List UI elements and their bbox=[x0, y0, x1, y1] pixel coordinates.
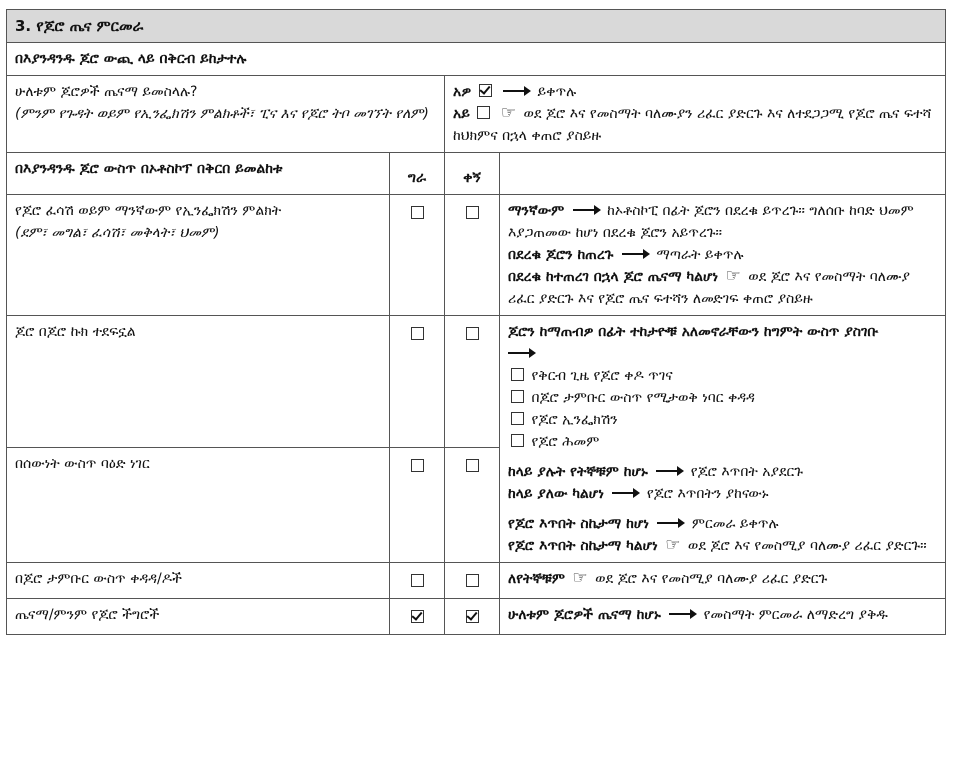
r4-left-checkbox[interactable] bbox=[411, 574, 424, 587]
yes-action: ይቀጥሉ bbox=[537, 84, 577, 100]
r5-action-cell bbox=[500, 599, 946, 635]
p4-bold: የጆሮ እጥበት ስኬታማ ካልሆነ bbox=[508, 538, 658, 554]
q1-note: (ምንም የጉዳት ወይም የኢንፌክሽን ምልክቶች፣ ፒና እና የጆሮ ትቦ መገኘት የለም) bbox=[15, 106, 429, 122]
r4-label: በጆሮ ታምቡር ውስጥ ቀዳዳ/ዶች bbox=[7, 563, 390, 599]
arrow-icon bbox=[669, 613, 695, 615]
r2-left-checkbox[interactable] bbox=[411, 327, 424, 340]
pointing-hand-icon: ☞ bbox=[725, 266, 741, 286]
pointing-hand-icon: ☞ bbox=[572, 568, 588, 588]
r1-b-text: ማጣራት ይቀጥሉ bbox=[656, 247, 744, 263]
r1-a-bold: ማንኛውም bbox=[508, 203, 565, 219]
subtitle-inside: በእያንዳንዱ ጆሮ ውስጥ በኦቶስኮፕ በቅርበ ይመልከቱ bbox=[7, 153, 390, 195]
p2-bold: ከላይ ያለው ካልሆነ bbox=[508, 486, 604, 502]
merged-item-3: የጆሮ ኢንፌክሽን bbox=[531, 412, 618, 428]
r1-c-bold: በደረቁ ከተጠረገ በኋላ ጆሮ ጤናማ ካልሆነ bbox=[508, 269, 719, 285]
r3-right-checkbox[interactable] bbox=[466, 459, 479, 472]
pointing-hand-icon: ☞ bbox=[500, 103, 516, 123]
arrow-icon bbox=[503, 90, 529, 92]
p4-text: ወደ ጆሮ እና የመስሚያ ባለሙያ ሪፈር ያድርጉ። bbox=[687, 538, 927, 554]
arrow-icon bbox=[573, 209, 599, 211]
arrow-icon bbox=[656, 470, 682, 472]
merged-item-4: የጆሮ ሕመም bbox=[531, 434, 600, 450]
item-checkbox[interactable] bbox=[511, 412, 524, 425]
merged-title: ጆሮን ከማጠብዎ በፊት ተከታዮቹ አለመኖራቸውን ከግምት ውስጥ ያስገቡ bbox=[508, 324, 879, 340]
r1-label: የጆሮ ፈሳሽ ወይም ማንኛውም የኢንፌክሽን ምልክት bbox=[15, 203, 282, 219]
r1-right-checkbox[interactable] bbox=[466, 206, 479, 219]
r2-right-checkbox[interactable] bbox=[466, 327, 479, 340]
r5-a-text: የመስማት ምርመራ ለማድረግ ያቅዱ bbox=[703, 607, 888, 623]
r1-action-cell bbox=[500, 195, 946, 316]
arrow-icon bbox=[657, 522, 683, 524]
merged-item-1: የቅርብ ጊዜ የጆሮ ቀዶ ጥገና bbox=[531, 368, 673, 384]
arrow-icon bbox=[622, 253, 648, 255]
r4-a-text: ወደ ጆሮ እና የመስሚያ ባለሙያ ሪፈር ያድርጉ bbox=[595, 571, 828, 587]
ear-health-table bbox=[6, 9, 946, 635]
section-title: 3. የጆሮ ጤና ምርመራ bbox=[7, 10, 946, 43]
col-right-header: ቀኝ bbox=[445, 153, 500, 195]
no-action: ወደ ጆሮ እና የመስማት ባለሙያን ሪፈር ያድርጉ እና ለተደጋጋሚ የጆሮ ጤና ፍተሻ ከህክምና በኋላ ቀጠሮ ያስይዙ bbox=[453, 106, 932, 144]
r3-label: በሰውነት ውስጥ ባዕድ ነገር bbox=[7, 448, 390, 563]
no-label: አይ bbox=[453, 106, 470, 122]
p1-bold: ከላይ ያሉት የትኞቹም ከሆኑ bbox=[508, 464, 648, 480]
r5-right-checkbox[interactable] bbox=[466, 610, 479, 623]
r1-a-text: ከኦቶስኮፒ በፊት ጆሮን በደረቁ ይጥረጉ። ግለሰቡ ከባድ ህመም እያጋጠመው ከሆነ በደረቁ ጆሮን አይጥረጉ። bbox=[508, 203, 914, 241]
p1-text: የጆሮ እጥበት አያደርጉ bbox=[690, 464, 804, 480]
merged-action-cell bbox=[500, 316, 946, 563]
merged-item-2: በጆሮ ታምቡር ውስጥ የሚታወቅ ነባር ቀዳዳ bbox=[531, 390, 755, 406]
r5-left-checkbox[interactable] bbox=[411, 610, 424, 623]
r3-left-checkbox[interactable] bbox=[411, 459, 424, 472]
p3-bold: የጆሮ እጥበት ስኬታማ ከሆነ bbox=[508, 516, 649, 532]
arrow-icon bbox=[612, 492, 638, 494]
yes-label: አዎ bbox=[453, 84, 472, 100]
subtitle-outside: በእያንዳንዱ ጆሮ ውጪ ላይ በቅርብ ይከታተሉ bbox=[7, 43, 946, 76]
p3-text: ምርመራ ይቀጥሉ bbox=[691, 516, 779, 532]
q1-answer-cell bbox=[445, 76, 946, 153]
action-header bbox=[500, 153, 946, 195]
item-checkbox[interactable] bbox=[511, 390, 524, 403]
r1-label-cell bbox=[7, 195, 390, 316]
item-checkbox[interactable] bbox=[511, 434, 524, 447]
r5-label: ጤናማ/ምንም የጆሮ ችግሮች bbox=[7, 599, 390, 635]
r4-action-cell bbox=[500, 563, 946, 599]
r1-left-checkbox[interactable] bbox=[411, 206, 424, 219]
r1-c-text: ወደ ጆሮ እና የመስማት ባለሙያ ሪፈር ያድርጉ እና የጆሮ ጤና ፍተሻን ለመድገፍ ቀጠሮ ያስይዙ bbox=[508, 269, 910, 307]
col-left-header: ግራ bbox=[390, 153, 445, 195]
no-checkbox[interactable] bbox=[477, 106, 490, 119]
r2-label: ጆሮ በጆሮ ኩክ ተደፍኗል bbox=[7, 316, 390, 448]
p2-text: የጆሮ እጥበትን ያከናውኑ bbox=[646, 486, 769, 502]
item-checkbox[interactable] bbox=[511, 368, 524, 381]
r4-a-bold: ለየትኞቹም bbox=[508, 571, 565, 587]
pointing-hand-icon: ☞ bbox=[665, 535, 681, 555]
yes-checkbox[interactable] bbox=[479, 84, 492, 97]
r4-right-checkbox[interactable] bbox=[466, 574, 479, 587]
q1-question: ሁለቱም ጆሮዎች ጤናማ ይመስላሉ? bbox=[15, 84, 198, 100]
r5-a-bold: ሁለቱም ጆሮዎች ጤናማ ከሆኑ bbox=[508, 607, 661, 623]
arrow-icon bbox=[508, 352, 534, 354]
q1-question-cell bbox=[7, 76, 445, 153]
r1-note: (ደም፣ መግል፣ ፈሳሽ፣ መቅላት፣ ህመም) bbox=[15, 225, 220, 241]
r1-b-bold: በደረቁ ጆሮን ከጠረጉ bbox=[508, 247, 614, 263]
